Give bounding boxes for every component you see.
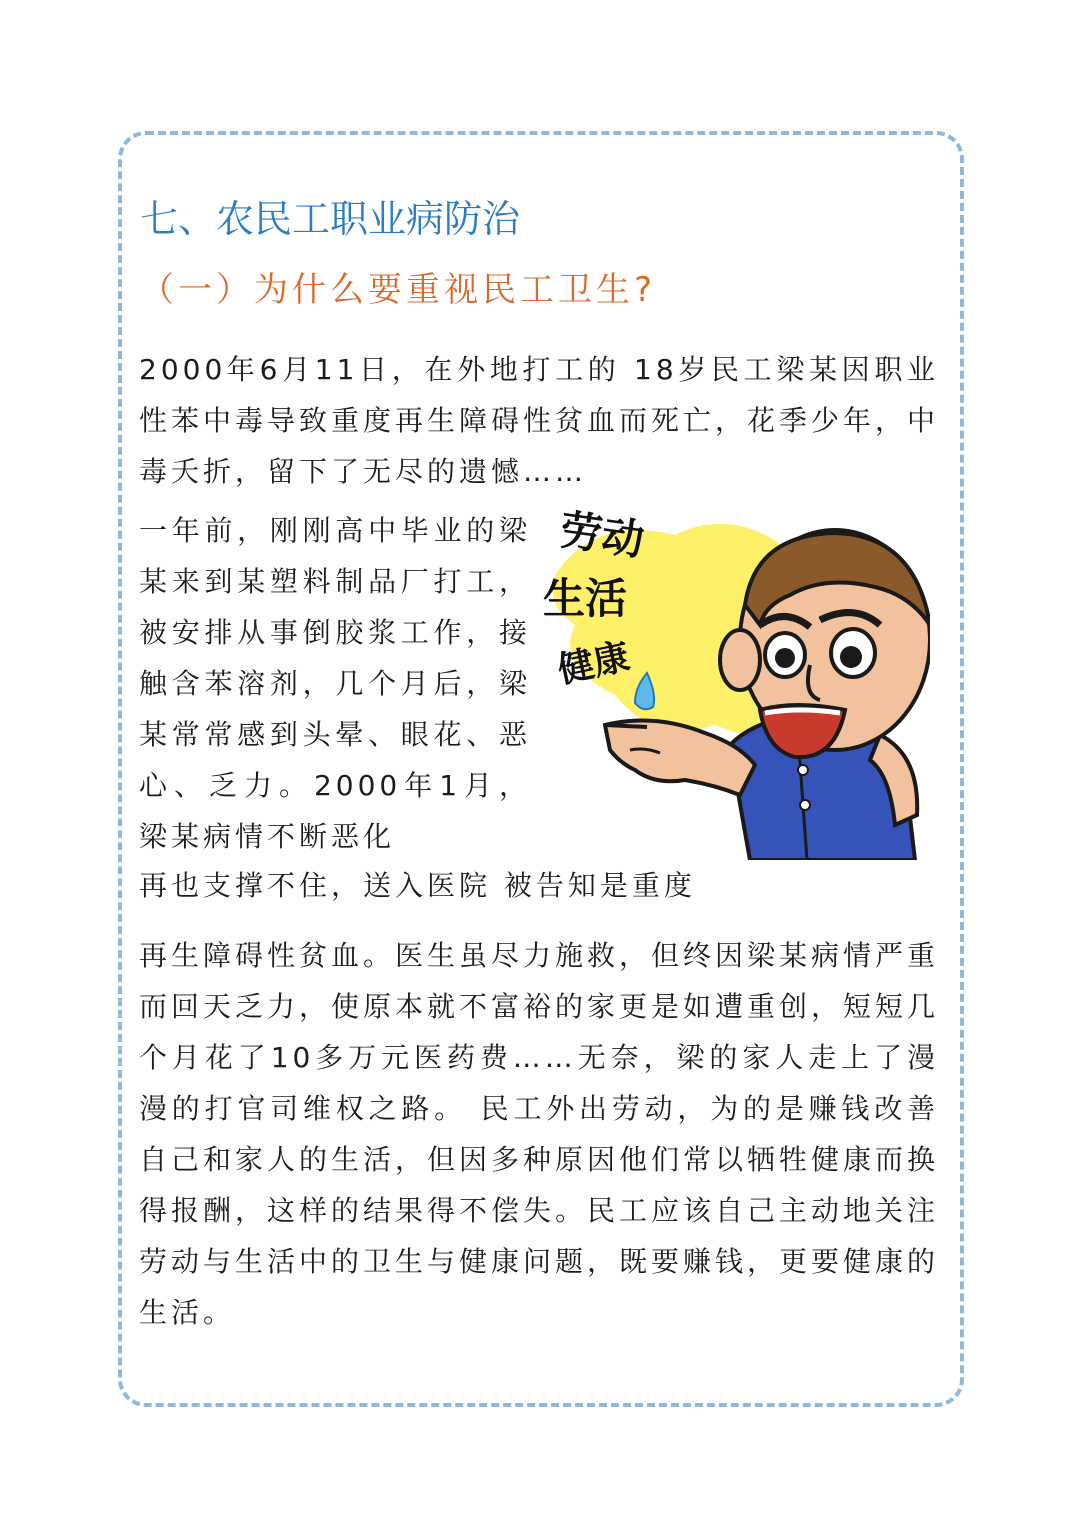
paragraph-intro: 2000年6月11日，在外地打工的 18岁民工梁某因职业性苯中毒导致重度再生障碍性贫血而死亡，花季少年，中毒夭折，留下了无尽的遗憾…… [139,353,940,488]
caption-health: 健康 [554,636,634,692]
paragraph-story: 一年前，刚刚高中毕业的梁某来到某塑料制品厂打工，被安排从事倒胶浆工作，接触含苯溶剂，几个月后，梁某常常感到头晕、眼花、恶心、乏力。2000年1月，梁某病情不断恶化 [139,514,531,853]
cartoon-worker-illustration [535,495,930,860]
section-title: 七、农民工职业病防治 [140,197,521,241]
cartoon-worker-icon [535,495,930,860]
paragraph-story-continued: 再也支撑不住，送入医院 被告知是重度 [139,869,696,902]
subtitle-question: （一）为什么要重视民工卫生? [140,270,657,310]
caption-life: 生活 [543,574,628,623]
caption-labor: 劳动 [556,504,647,566]
paragraph-conclusion: 再生障碍性贫血。医生虽尽力施救，但终因梁某病情严重而回天乏力，使原本就不富裕的家更是如遭重创，短短几个月花了10多万元医药费……无奈，梁的家人走上了漫漫的打官司维权之路。 民工外出劳动，为的是赚钱改善自己和家人的生活，但因多种原因他们常以牺牲健康而换得报酬，这样的结果得不偿失。民工应该自己主动地关注劳动与生活中的卫生与健康问题，既要赚钱，更要健康的生活。 [139,939,940,1329]
